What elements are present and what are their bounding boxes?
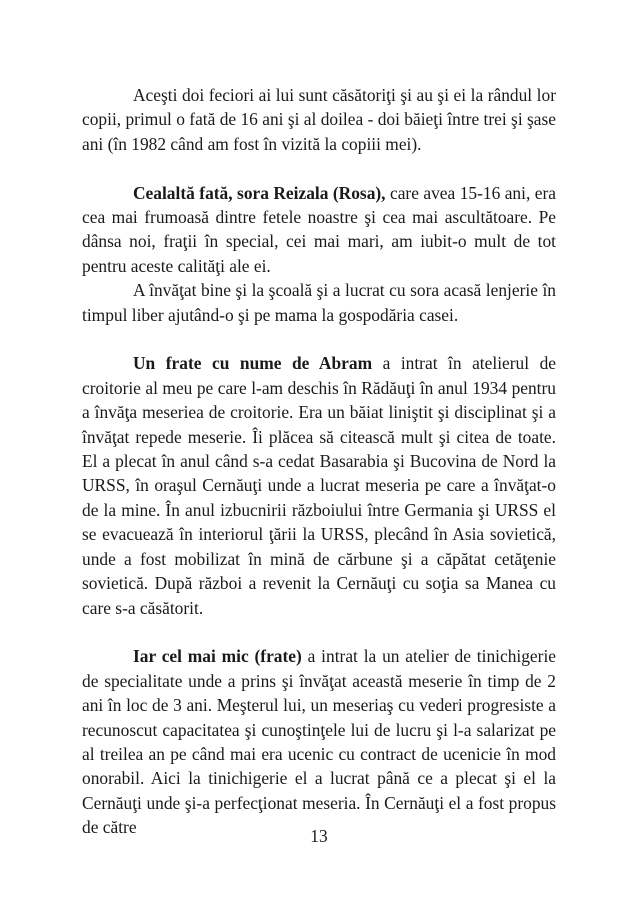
paragraph-3 (82, 278, 556, 327)
paragraph-3-text: A învăţat bine şi la şcoală şi a lucrat cu sora acasă lenjerie în timpul liber ajutând-o şi pe mama la gospodăria casei. (82, 280, 556, 325)
paragraph-2-lead: Cealaltă fată, sora Reizala (Rosa), (133, 182, 386, 203)
paragraph-1 (82, 83, 556, 156)
paragraph-4-text: a intrat în atelierul de croitorie al meu pe care l-am deschis în Rădăuţi în anul 1934 pentru a învăţa meseriea de croitorie. Era un băiat liniştit şi disciplinat şi a învăţat repede meserie. Îi plăcea să citească mult şi citea de toate. El a plecat în anul când s-a cedat Basarabia şi Bucovina de Nord la URSS, în oraşul Cernăuţi unde a lucrat meseria pe care a învăţat-o de la mine. În anul izbucnirii războiului între Germania şi URSS el se evacuează în interiorul ţării la URSS, plecând în Asia sovietică, unde a fost mobilizat în mină de cărbune şi a căpătat cetăţenie sovietică. După război a revenit la Cernăuţi cu soţia sa Manea cu care s-a căsătorit. (82, 353, 556, 618)
paragraph-5-lead: Iar cel mai mic (frate) (133, 646, 302, 667)
paragraph-1-text: Aceşti doi feciori ai lui sunt căsătoriţi şi au şi ei la rândul lor copii, primul o fată de 16 ani şi al doilea - doi băieţi între trei şi şase ani (în 1982 când am fost în vizită la copiii mei). (82, 85, 556, 154)
paragraph-5 (82, 644, 556, 839)
paragraph-2 (82, 181, 556, 279)
page-body (82, 83, 556, 840)
page-number: 13 (310, 826, 328, 846)
paragraph-4 (82, 351, 556, 619)
paragraph-2-text: care avea 15-16 ani, era cea mai frumoasă dintre fetele noastre şi cea mai ascultătoare. Pe dânsa noi, fraţii în special, cei mai mari, am iubit-o mult de tot pentru aceste calităţi ale ei. (82, 182, 556, 276)
paragraph-4-lead: Un frate cu nume de Abram (133, 353, 373, 374)
paragraph-5-text: a intrat la un atelier de tinichigerie de specialitate unde a prins şi învăţat această meserie în timp de 2 ani în loc de 3 ani. Meşterul lui, un meseriaş cu vederi progresiste a recunoscut capacitatea şi cunoştinţele lui de lucru şi l-a salarizat pe al treilea an pe când mai era ucenic cu contract de ucenicie în mod onorabil. Aici la tinichigerie el a lucrat până ce a plecat şi el la Cernăuţi unde şi-a perfecţionat meseria. În Cernăuţi el a fost propus de către (82, 646, 556, 838)
